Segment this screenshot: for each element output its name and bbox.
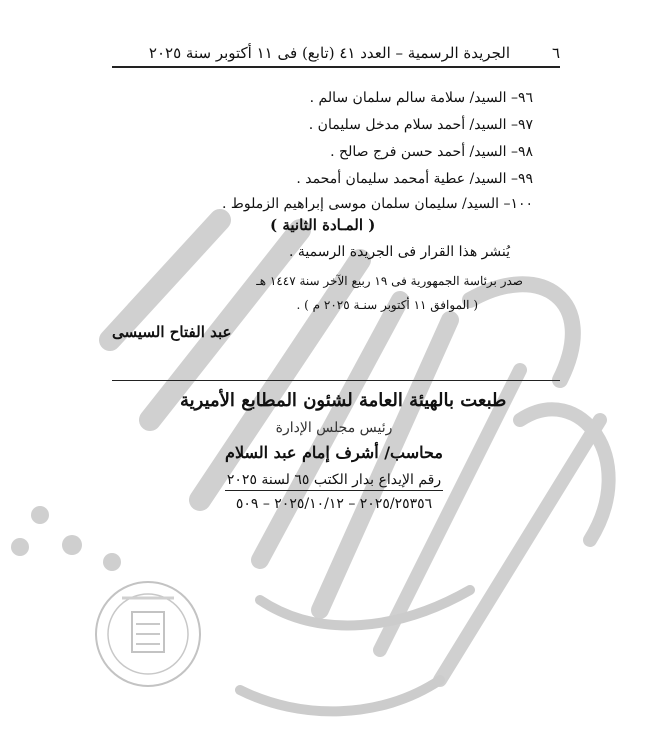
list-item: ٩٦– السيد/ سلامة سالم سلمان سالم .: [309, 90, 533, 106]
issued-date: صدر برئاسة الجمهورية فى ١٩ ربيع الآخر سنة ١٤٤٧ هـ: [256, 274, 523, 288]
corresponding-date: ( الموافق ١١ أكتوبر سنـة ٢٠٢٥ م ) .: [296, 298, 478, 312]
list-item: ١٠٠– السيد/ سليمان سلمان موسى إبراهيم الزملوط .: [222, 196, 533, 212]
printer-statement: طبعت بالهيئة العامة لشئون المطابع الأميرية: [180, 390, 507, 411]
header-title: الجريدة الرسمية – العدد ٤١ (تابع) فى ١١ أكتوبر سنة ٢٠٢٥: [148, 44, 510, 62]
chairman-name: محاسب/ أشرف إمام عبد السلام: [225, 443, 443, 462]
article-body: يُنشر هذا القرار فى الجريدة الرسمية .: [288, 244, 510, 260]
section-divider: [112, 380, 560, 381]
list-item: ٩٨– السيد/ أحمد حسن فرج صالح .: [330, 144, 533, 160]
footer-divider: [225, 490, 443, 491]
chairman-title: رئيس مجلس الإدارة: [275, 420, 393, 436]
list-item: ٩٩– السيد/ عطية أمحمد سليمان أمحمد .: [296, 171, 533, 187]
publication-code: ٢٠٢٥/٢٥٣٥٦ – ٢٠٢٥/١٠/١٢ – ٥٠٩: [235, 496, 433, 512]
list-item: ٩٧– السيد/ أحمد سلام مدخل سليمان .: [308, 117, 533, 133]
article-title: ( المـادة الثانية ): [270, 216, 376, 234]
page-header: [148, 44, 560, 68]
page-number: ٦: [551, 44, 560, 62]
header-divider: [112, 66, 560, 68]
deposit-number: رقم الإيداع بدار الكتب ٦٥ لسنة ٢٠٢٥: [226, 472, 442, 488]
president-signature: عبد الفتاح السيسى: [112, 323, 232, 341]
official-seal-icon: [92, 578, 204, 690]
